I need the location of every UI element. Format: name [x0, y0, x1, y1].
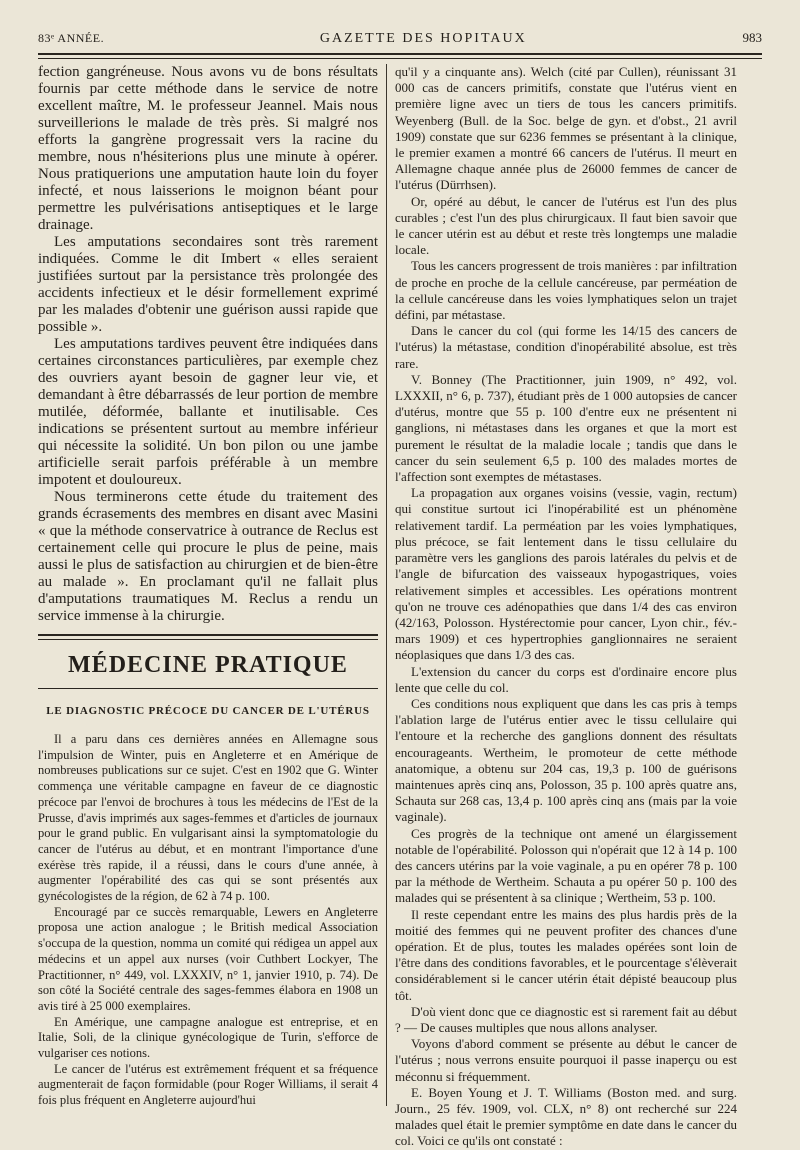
paragraph: fection gangréneuse. Nous avons vu de bons résultats fournis par cette méthode dans le service de notre excellent maître, M. le professeur Jeannel. Mais nous surveillerions le malade de très près. Si malgré nos efforts la gangrène progressait vers la racine du membre, nous n'hésiterions plus une minute à opérer. Nous pratiquerions une amputation haute loin du foyer infecté, et nous laisserions le moignon béant pour permettre les pulvérisations antiseptiques et le large drainage. — [38, 64, 378, 233]
paragraph: Dans le cancer du col (qui forme les 14/15 des cancers de l'utérus) la métastase, condition d'inopérabilité absolue, est très rare. — [395, 323, 737, 371]
page-number: 983 — [742, 30, 762, 45]
article-body — [38, 732, 378, 1109]
column-divider — [386, 64, 387, 1106]
paragraph: Le cancer de l'utérus est extrêmement fréquent et sa fréquence augmenterait de façon formidable (pour Roger Williams, il serait 4 fois plus fréquent en Angleterre aujourd'hui — [38, 1061, 378, 1108]
section-rule — [38, 634, 378, 640]
paragraph: Or, opéré au début, le cancer de l'utérus est l'un des plus curables ; c'est l'un des plus chirurgicaux. Il faut bien savoir que le cancer utérin est au début et reste très longtemps une maladie locale. — [395, 193, 737, 258]
volume-year: 83ᵉ ANNÉE. — [38, 31, 105, 45]
paragraph: Les amputations tardives peuvent être indiquées dans certaines circonstances particulières, par exemple chez des ouvriers ayant besoin de gagner leur vie, et demandant à être débarrassés de leur portion de membre mutilée, déformée, ballante et inutilisable. Ces indications se présentent surtout au membre inférieur qui nécessite la solidité. Un bon pilon ou une jambe artificielle serait parfois préférable à un membre impotent et douloureux. — [38, 336, 378, 488]
paragraph: La propagation aux organes voisins (vessie, vagin, rectum) qui constitue surtout ici l'inopérabilité est un phénomène relativement tardif. La perméation par les voies lymphatiques, plus précoce, se fait lentement dans le tissu cellulaire du paramètre vers les ganglions des parois latérales du pelvis et de l'angle de bifurcation des vaisseaux hypogastriques, voies relativement simples et accessibles. Les opérations montrent qu'on ne trouve ces adénopathies que dans 1/4 des cas environ (42/163, Polosson. Hystérectomie pour cancer, Lyon chir., fév.-mars 1909) et ces hypertrophies ganglionnaires ne seraient néoplasiques que dans 1/3 des cas. — [395, 485, 737, 663]
paragraph: Voyons d'abord comment se présente au début le cancer de l'utérus ; nous verrons ensuite pourquoi il passe inaperçu ou est méconnu si fréquemment. — [395, 1036, 737, 1084]
article-title: LE DIAGNOSTIC PRÉCOCE DU CANCER DE L'UTÉRUS — [46, 705, 370, 717]
paragraph: Les amputations secondaires sont très rarement indiquées. Comme le dit Imbert « elles seraient justifiées surtout par la persistance très prolongée des accidents infectieux et le désir formellement exprimé par les malades d'obtenir une guérison aussi rapide que possible ». — [38, 234, 378, 335]
paragraph: Ces progrès de la technique ont amené un élargissement notable de l'opérabilité. Polosson qui n'opérait que 12 à 14 p. 100 des cancers utérins par la voie vaginale, a pu en opérer 78 p. 100 par la méthode de Wertheim. Schauta a pu opérer 50 p. 100 des malades qui se présentent à sa clinique ; Wertheim, 53 p. 100. — [395, 825, 737, 906]
left-column — [38, 64, 378, 1106]
paragraph: Tous les cancers progressent de trois manières : par infiltration de proche en proche de la cellule cancéreuse, par perméation de la cellule cancéreuse dans les voies lymphatiques selon un trajet défini, par métastase. — [395, 258, 737, 323]
paragraph: Il a paru dans ces dernières années en Allemagne sous l'impulsion de Winter, puis en Angleterre et en Amérique de nombreuses publications sur ce sujet. C'est en 1902 que G. Winter commença une véritable campagne en faveur de ce diagnostic précoce par l'envoi de brochures à tous les médecins de l'Est de la Prusse, d'avis imprimés aux sages-femmes et d'articles de journaux pour le grand public. En vulgarisant ainsi la symptomatologie du cancer de l'utérus au début, et en montrant l'importance d'une exérèse très rapide, il a réussi, dans le cours d'une année, à augmenter l'opérabilité des cas qui se sont présentés aux gynécologistes de la région, de 62 à 74 p. 100. — [38, 732, 378, 904]
paragraph: Il reste cependant entre les mains des plus hardis près de la moitié des femmes qui ne peuvent profiter des chances d'une opération. Et de plus, toutes les malades opérées sont loin de l'être dans des conditions favorables, et le pourcentage s'élèverait considérablement si le cancer utérin était dépisté beaucoup plus tôt. — [395, 906, 737, 1003]
section-rule-bottom — [38, 688, 378, 689]
paragraph: Ces conditions nous expliquent que dans les cas pris à temps l'ablation large de l'utérus entier avec le tissu cellulaire qui l'entoure et la recherche des ganglions donnent des résultats encourageants. Wertheim, le promoteur de cette méthode anatomique, a obtenu sur 204 cas, 19,3 p. 100 de guérisons maintenues après cinq ans, Polosson, 35 p. 100 après quatre ans, Schauta sur 268 cas, 13,4 p. 100 après cinq ans (mais par la voie vaginale). — [395, 695, 737, 825]
paragraph: D'où vient donc que ce diagnostic est si rarement fait au début ? — De causes multiples que nous allons analyser. — [395, 1003, 737, 1035]
header-rule-thin — [38, 58, 762, 59]
paragraph: qu'il y a cinquante ans). Welch (cité par Cullen), réunissant 31 000 cas de cancers primitifs, constate que l'utérus vient en première ligne avec un tiers de tous les cancers primitifs. Weyenberg (Bull. de la Soc. belge de gyn. et d'obst., 21 avril 1909) constate que sur 6236 femmes se présentant à la clinique, le premier examen a montré 66 cancers de l'utérus. Il meurt en Allemagne chaque année plus de 26000 femmes de cancer de l'utérus (Dürrhsen). — [395, 64, 737, 193]
running-head — [38, 30, 762, 50]
right-column — [395, 64, 737, 1149]
header-rule — [38, 53, 762, 55]
paragraph: Encouragé par ce succès remarquable, Lewers en Angleterre proposa une action analogue ; le British medical Association s'occupa de la question, nomma un comité qui rédigea un appel aux médecins et un appel aux nurses (voir Cuthbert Lockyer, The Practitionner, n° 449, vol. LXXXIV, n° 1, janvier 1910, p. 74). De son côté la Société centrale des sages-femmes élabora en 1908 un avis tiré à 25 000 exemplaires. — [38, 904, 378, 1013]
paragraph: E. Boyen Young et J. T. Williams (Boston med. and surg. Journ., 25 fév. 1909, vol. CLX, n° 8) ont recherché sur 224 malades quel était le premier symptôme en date dans le cancer du col. Voici ce qu'ils ont constaté : — [395, 1084, 737, 1149]
paragraph: En Amérique, une campagne analogue est entreprise, et en Italie, Soli, de la clinique gynécologique de Turin, s'efforce de vulgariser ces notions. — [38, 1014, 378, 1061]
journal-title: GAZETTE DES HOPITAUX — [319, 31, 527, 46]
paragraph: V. Bonney (The Practitionner, juin 1909, n° 492, vol. LXXXII, n° 6, p. 737), étudiant près de 1 000 autopsies de cancer d'utérus, montre que 55 p. 100 d'entre eux ne présentent ni ganglions, ni métastases dans les organes et que la mort est purement le résultat de la maladie locale ; tandis que dans le cancer du sein seulement 6,5 p. 100 des malades mortes de l'affection sont exemptes de métastases. — [395, 371, 737, 485]
section-title: MÉDECINE PRATIQUE — [68, 652, 348, 678]
paragraph: Nous terminerons cette étude du traitement des grands écrasements des membres en disant avec Masini « que la méthode conservatrice à outrance de Reclus est certainement celle qui procure le plus de peine, mais aussi le plus de satisfaction au chirurgien et de bien-être au malade ». En proclamant qu'il ne fallait plus d'amputations traumatiques M. Reclus a rendu un service immense à la chirurgie. — [38, 489, 378, 624]
paragraph: L'extension du cancer du corps est d'ordinaire encore plus lente que celle du col. — [395, 663, 737, 695]
